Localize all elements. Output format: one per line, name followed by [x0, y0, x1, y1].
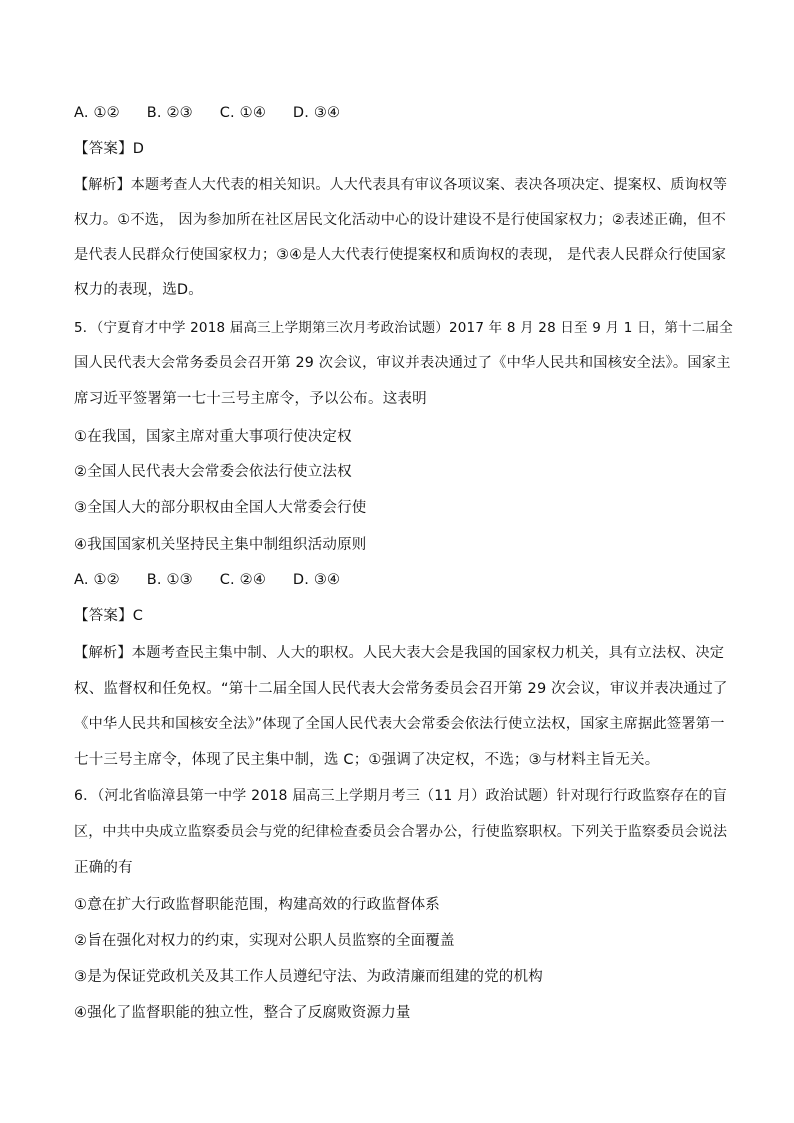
q6-statement: ②旨在强化对权力的约束，实现对公职人员监察的全面覆盖 [74, 933, 455, 949]
q4-analysis-line: 是代表人民群众行使国家权力；③④是人大代表行使提案权和质询权的表现， 是代表人民群众行使国家 [74, 247, 727, 263]
q4-analysis-line: 【解析】本题考查人大代表的相关知识。人大代表具有审议各项议案、表决各项决定、提案权、质询权等 [74, 177, 728, 193]
q4-answer: 【答案】D [74, 141, 145, 157]
q6-statement: ④强化了监督职能的独立性，整合了反腐败资源力量 [74, 1005, 411, 1021]
q5-analysis-line: 七十三号主席令，体现了民主集中制，选 C；①强调了决定权，不选；③与材料主旨无关。 [74, 752, 660, 768]
q4-analysis-line: 权力的表现，选D。 [74, 282, 203, 298]
q5-stem-line: 席习近平签署第一七十三号主席令，予以公布。这表明 [74, 391, 427, 407]
q6-statement: ①意在扩大行政监督职能范围，构建高效的行政监督体系 [74, 897, 440, 913]
q6-stem-line: 区，中共中央成立监察委员会与党的纪律检查委员会合署办公，行使监察职权。下列关于监察委员会说法 [74, 824, 728, 840]
q4-option-c: C. ①④ [219, 105, 267, 121]
q4-option-a: A. ①② [74, 105, 120, 121]
q6-statement: ③是为保证党政机关及其工作人员遵纪守法、为政清廉而组建的党的机构 [74, 969, 543, 985]
q4-analysis-line: 权力。①不选， 因为参加所在社区居民文化活动中心的设计建设不是行使国家权力；②表述正确，但不 [74, 212, 727, 228]
q5-statement: ①在我国，国家主席对重大事项行使决定权 [74, 429, 352, 445]
q6-stem-line: 正确的有 [74, 860, 133, 876]
q5-analysis-line: 【解析】本题考查民主集中制、人大的职权。人民大表大会是我国的国家权力机关，具有立法权、决定 [74, 645, 725, 661]
q5-analysis-line: 权、监督权和任免权。“第十二届全国人民代表大会常务委员会召开第 29 次会议，审议并表决通过了 [74, 681, 728, 697]
q6-stem-line: 6．（河北省临漳县第一中学 2018 届高三上学期月考三（11 月）政治试题）针对现行行政监察存在的盲 [74, 788, 727, 804]
q5-options [74, 570, 734, 590]
q5-stem-line: 5．（宁夏育才中学 2018 届高三上学期第三次月考政治试题）2017 年 8 月 28 日至 9 月 1 日，第十二届全 [74, 320, 733, 336]
q5-statement: ④我国国家机关坚持民主集中制组织活动原则 [74, 537, 367, 553]
q4-option-b: B. ②③ [146, 105, 193, 121]
q5-stem-line: 国人民代表大会常务委员会召开第 29 次会议，审议并表决通过了《中华人民共和国核安全法》。国家主 [74, 355, 731, 371]
q5-option-b: B. ①③ [146, 572, 193, 588]
q4-option-d: D. ③④ [292, 105, 341, 121]
q4-options [74, 103, 734, 123]
q5-answer: 【答案】C [74, 608, 144, 624]
q5-option-a: A. ①② [74, 572, 120, 588]
q5-statement: ②全国人民代表大会常委会依法行使立法权 [74, 464, 352, 480]
q5-option-d: D. ③④ [292, 572, 341, 588]
q5-analysis-line: 《中华人民共和国核安全法》”体现了全国人民代表大会常委会依法行使立法权，国家主席据此签署第一 [74, 716, 725, 732]
q5-option-c: C. ②④ [219, 572, 267, 588]
q5-statement: ③全国人大的部分职权由全国人大常委会行使 [74, 500, 367, 516]
